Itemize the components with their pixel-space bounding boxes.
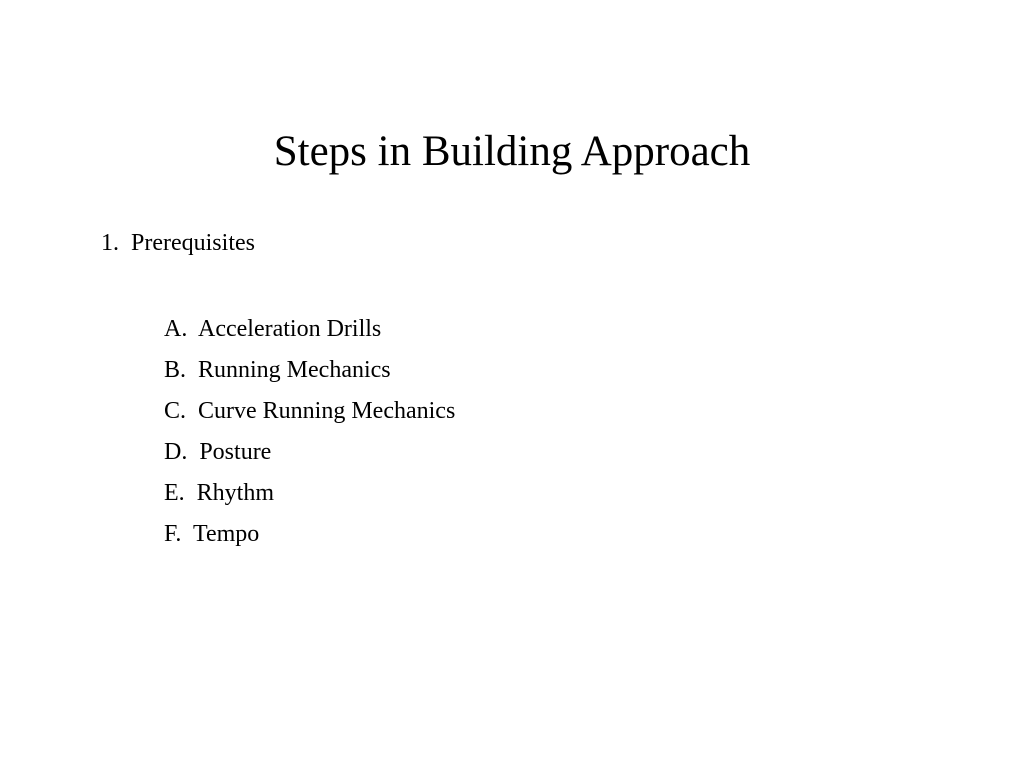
- sub-item-acceleration-drills: A. Acceleration Drills: [164, 316, 382, 342]
- sub-item-curve-running-mechanics: C. Curve Running Mechanics: [164, 398, 456, 424]
- sub-item-running-mechanics: B. Running Mechanics: [164, 357, 391, 383]
- main-item-prerequisites: 1. Prerequisites: [101, 230, 255, 256]
- sub-item-tempo: F. Tempo: [164, 521, 260, 547]
- sub-item-posture: D. Posture: [164, 439, 272, 465]
- slide-title: Steps in Building Approach: [273, 128, 751, 175]
- sub-item-list: [164, 309, 455, 555]
- sub-item-rhythm: E. Rhythm: [164, 480, 275, 506]
